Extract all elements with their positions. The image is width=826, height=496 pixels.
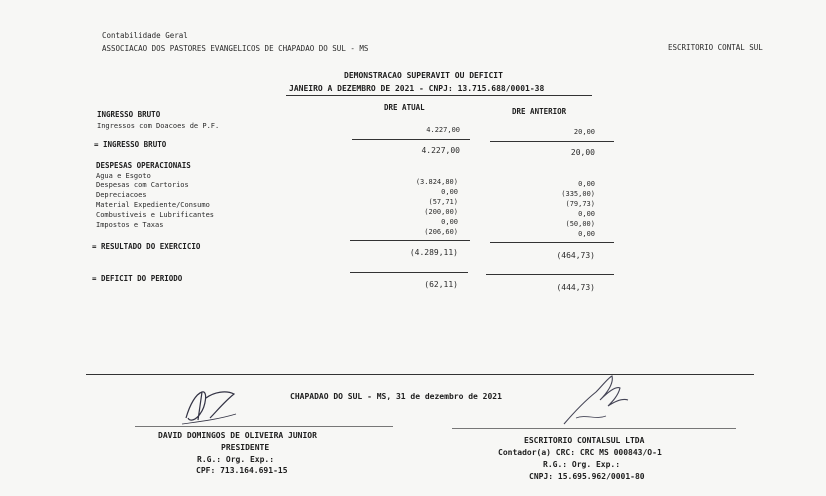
- subtotal-rule-current: [352, 139, 470, 140]
- despesa-label: Depreciacoes: [96, 191, 147, 199]
- col-current-header: DRE ATUAL: [384, 103, 425, 112]
- deficit-rule-current: [350, 272, 468, 273]
- place-date: CHAPADAO DO SUL - MS, 31 de dezembro de 2021: [290, 392, 502, 401]
- despesa-current: 0,00: [441, 218, 458, 226]
- company-line1: Contabilidade Geral: [102, 31, 188, 40]
- signer-right-rg: R.G.: Org. Exp.:: [543, 460, 621, 469]
- resultado-current: (4.289,11): [409, 248, 458, 257]
- deficit-rule-previous: [486, 274, 614, 275]
- office-name: ESCRITORIO CONTAL SUL: [668, 43, 763, 52]
- despesa-current: (200,00): [424, 208, 458, 216]
- resultado-previous: (464,73): [556, 251, 595, 260]
- signer-right-role: Contador(a) CRC: CRC MS 000843/O-1: [498, 448, 662, 457]
- despesa-previous: (79,73): [565, 200, 595, 208]
- signature-line-left: [135, 426, 393, 427]
- ingresso-item-previous: 20,00: [573, 128, 595, 136]
- despesa-previous: 0,00: [578, 230, 595, 238]
- report-period: JANEIRO A DEZEMBRO DE 2021 - CNPJ: 13.715.688/0001-38: [289, 84, 545, 93]
- resultado-rule-current: [350, 240, 470, 241]
- deficit-current: (62,11): [424, 280, 458, 289]
- signer-left-rg: R.G.: Org. Exp.:: [197, 455, 275, 464]
- despesa-previous: (50,00): [565, 220, 595, 228]
- despesas-title: DESPESAS OPERACIONAIS: [96, 161, 191, 170]
- ingresso-title: INGRESSO BRUTO: [97, 110, 161, 119]
- ingresso-total-previous: 20,00: [570, 148, 595, 157]
- deficit-previous: (444,73): [556, 283, 595, 292]
- ingresso-item-current: 4.227,00: [426, 126, 460, 134]
- ingresso-total-current: 4.227,00: [421, 146, 460, 155]
- company-line2: ASSOCIACAO DOS PASTORES EVANGELICOS DE CHAPADAO DO SUL - MS: [102, 44, 369, 53]
- despesa-label: Combustiveis e Lubrificantes: [96, 211, 215, 219]
- signer-left-cpf: CPF: 713.164.691-15: [196, 466, 288, 475]
- signer-right-name: ESCRITORIO CONTALSUL LTDA: [524, 436, 645, 445]
- ingresso-total-label: = INGRESSO BRUTO: [94, 140, 167, 149]
- col-previous-header: DRE ANTERIOR: [512, 107, 567, 116]
- ingresso-item-label: Ingressos com Doacoes de P.F.: [97, 122, 220, 130]
- signature-line-right: [452, 428, 736, 429]
- despesa-label: Material Expediente/Consumo: [96, 201, 210, 209]
- report-title: DEMONSTRACAO SUPERAVIT OU DEFICIT: [344, 71, 503, 80]
- despesa-current: (206,60): [424, 228, 458, 236]
- signer-left-name: DAVID DOMINGOS DE OLIVEIRA JUNIOR: [158, 431, 317, 440]
- signer-right-cnpj: CNPJ: 15.695.962/0001-80: [529, 472, 645, 481]
- despesa-previous: (335,00): [561, 190, 595, 198]
- resultado-rule-previous: [490, 242, 614, 243]
- signer-left-role: PRESIDENTE: [221, 443, 270, 452]
- despesa-label: Agua e Esgoto: [96, 172, 151, 180]
- despesa-label: Despesas com Cartorios: [96, 181, 189, 189]
- title-underline: [286, 95, 592, 96]
- signature-right: [556, 370, 636, 432]
- subtotal-rule-previous: [490, 141, 614, 142]
- despesa-label: Impostos e Taxas: [96, 221, 164, 229]
- signature-left: [176, 384, 242, 428]
- resultado-label: = RESULTADO DO EXERCICIO: [92, 242, 201, 251]
- despesa-previous: 0,00: [578, 210, 595, 218]
- despesa-current: (3.824,80): [415, 178, 458, 186]
- deficit-label: = DEFICIT DO PERIODO: [92, 274, 183, 283]
- footer-top-rule: [86, 374, 754, 375]
- despesa-previous: 0,00: [578, 180, 595, 188]
- despesa-current: 0,00: [441, 188, 458, 196]
- despesa-current: (57,71): [428, 198, 458, 206]
